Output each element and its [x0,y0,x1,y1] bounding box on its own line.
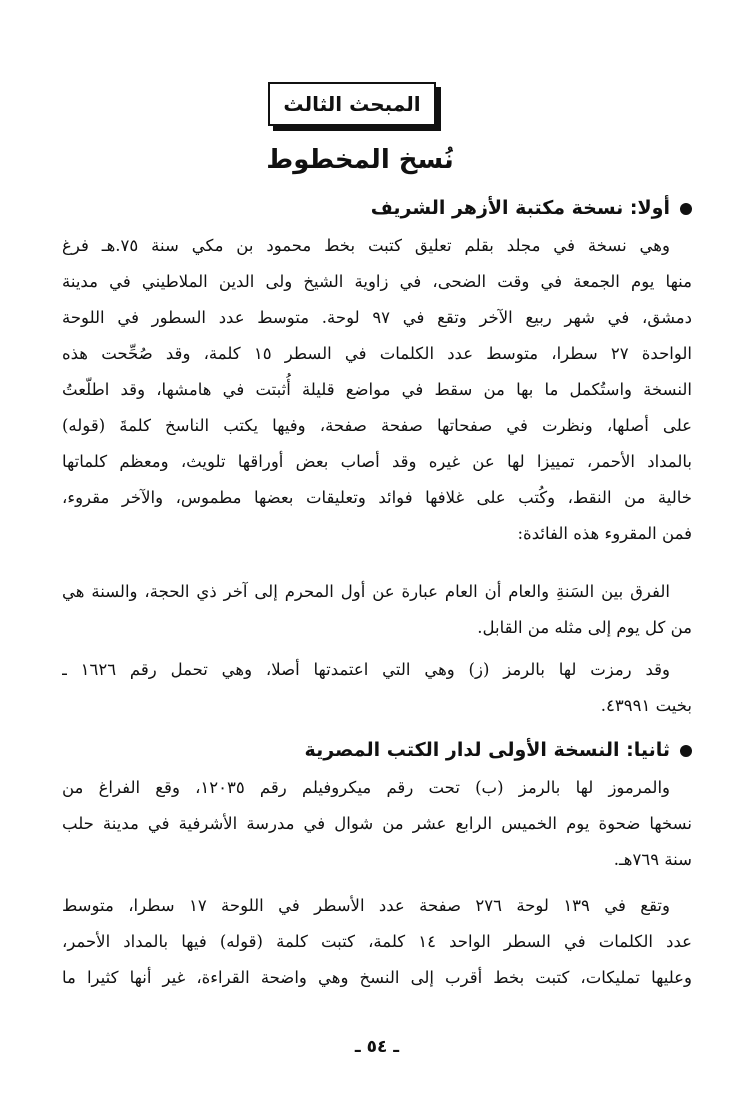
text-line: عدد الكلمات في السطر الواحد ١٤ كلمة، كتبت كلمة (قوله) فيها بالمداد الأحمر، [62,932,692,951]
paragraph-egyptian-details [62,888,692,996]
heading-egyptian-library-copy [62,732,692,768]
text-line: على أصلها، ونظرت في صفحاتها صفحة صفحة، وفيها يكتب الناسخ كلمةَ (قوله) [62,416,692,435]
text-line: وهي نسخة في مجلد بقلم تعليق كتبت بخط محمود بن مكي سنة ٧٥.هـ فرغ [62,236,670,255]
text-line: نسخها ضحوة يوم الخميس الرابع عشر من شوال في مدرسة الأشرفية في مدينة حلب [62,814,692,833]
text-line: النسخة واستُكمل ما بها من سقط في مواضع قليلة أُثبتت في هامشها، وقد اطلّعتُ [62,380,692,399]
paragraph-azhar-symbol [62,652,692,724]
text-line: بخيت ٤٣٩٩١. [600,696,692,715]
text-line: وتقع في ١٣٩ لوحة ٢٧٦ صفحة عدد الأسطر في اللوحة ١٧ سطرا، متوسط [62,896,670,915]
section-title-box [268,82,436,126]
text-line: دمشق، في شهر ربيع الآخر وتقع في ٩٧ لوحة. متوسط عدد السطور في اللوحة [62,308,692,327]
text-line: والمرموز لها بالرمز (ب) تحت رقم ميكروفيلم رقم ١٢٠٣٥، وقع الفراغ من [62,778,670,797]
text-line: الواحدة ٢٧ سطرا، متوسط عدد الكلمات في السطر ١٥ كلمة، وقد صُحِّحت هذه [62,344,692,363]
text-line: وقد رمزت لها بالرمز (ز) وهي التي اعتمدتها أصلا، وهي تحمل رقم ١٦٢٦ ـ [62,660,670,679]
text-line: وعليها تمليكات، كتبت بخط أقرب إلى النسخ وهي واضحة القراءة، غير أنها كثيرا ما [62,968,692,987]
text-line: من كل يوم إلى مثله من القابل. [477,618,692,637]
heading-azhar-copy [62,190,692,226]
paragraph-year-difference [62,574,692,646]
section-title: المبحث الثالث [283,92,421,116]
page-number: ـ ٥٤ ـ [354,1037,400,1057]
text-line: سنة ٧٦٩هـ. [613,850,692,869]
bullet-icon [680,203,692,215]
paragraph-egyptian-copy [62,770,692,878]
heading-egyptian-text: ثانيا: النسخة الأولى لدار الكتب المصرية [304,739,670,761]
text-line: بالمداد الأحمر، تمييزا لها عن غيره وقد أصاب بعض أوراقها تلويث، ومعظم كلماتها [62,452,692,471]
text-line: فمن المقروء هذه الفائدة: [517,524,692,543]
bullet-icon [680,745,692,757]
text-line: الفرق بين السَنةِ والعام أن العام عبارة عن أول المحرم إلى آخر ذي الحجة، والسنة هي [62,582,670,601]
page-subtitle: نُسخ المخطوط [266,145,454,175]
heading-azhar-text: أولا: نسخة مكتبة الأزهر الشريف [370,197,670,219]
text-line: خالية من النقط، وكُتب على غلافها فوائد وتعليقات بعضها مطموس، والآخر مقروء، [62,488,692,507]
text-line: منها يوم الجمعة في وقت الضحى، في زاوية الشيخ ولى الدين الملاطيني في مدينة [62,272,692,291]
paragraph-azhar-description [62,228,692,552]
